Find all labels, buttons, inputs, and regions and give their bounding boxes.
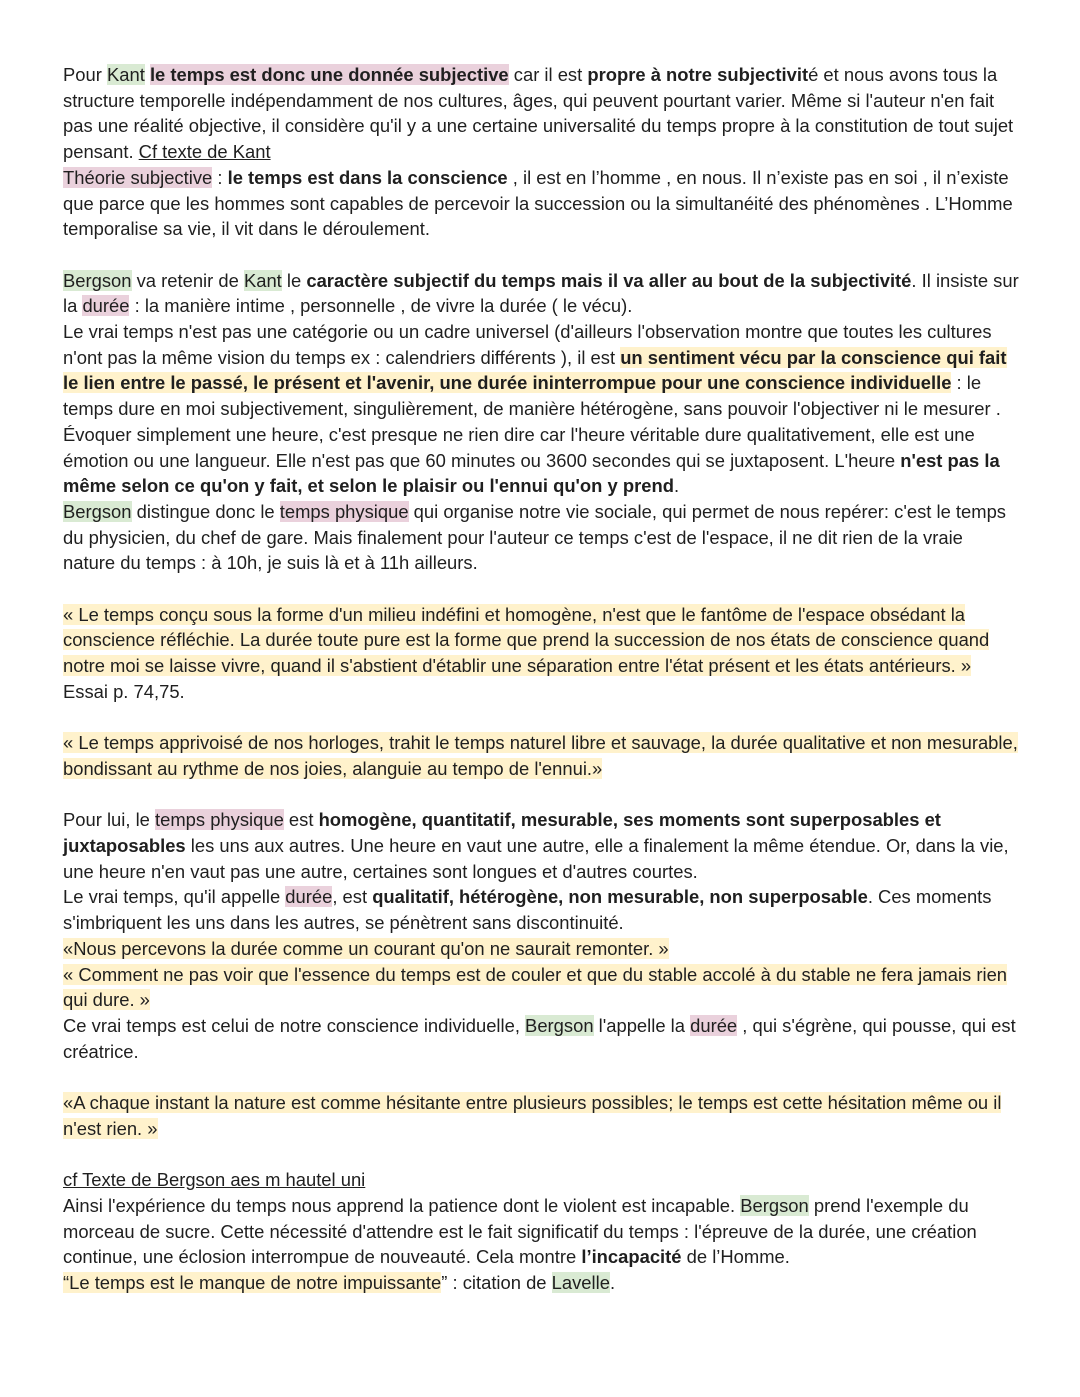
text-run: , il est en l’homme , en nous. Il n’existe pas en soi , il n’existe que parce que les hommes sont capables de percevoir la succession ou la simultanéité des phénomènes . L’Homme temporalise sa vie, il vit dans le déroulement. — [63, 166, 1013, 240]
paragraph — [63, 1090, 1020, 1141]
text-run: Le vrai temps, qu'il appelle — [63, 886, 286, 908]
text-run: . — [673, 475, 680, 497]
paragraph — [63, 962, 1020, 1013]
text-run: Le vrai temps n'est pas une catégorie ou un cadre universel (d'ailleurs l'observation montre que toutes les cultures n'ont pas la même vision du temps ex : calendriers différents ), il est — [63, 321, 992, 368]
paragraph-spacer — [63, 1141, 1020, 1167]
paragraph — [63, 602, 1020, 705]
highlight-quote: « Comment ne pas voir que l'essence du temps est de couler et que du stable accolé à du stable ne fera jamais rien qui dure. » — [63, 963, 1008, 1011]
text-run: caractère subjectif du temps mais il va aller au bout de la subjectivité — [306, 269, 912, 291]
paragraph — [63, 1270, 1020, 1296]
highlight-quote: «Nous percevons la durée comme un courant qu'on ne saurait remonter. » — [63, 937, 669, 959]
highlight-name: Bergson — [63, 500, 132, 522]
highlight-concept: durée — [82, 295, 130, 317]
text-run: distingue donc le — [131, 500, 280, 522]
highlight-quote: «A chaque instant la nature est comme hésitante entre plusieurs possibles; le temps est cette hésitation même ou il n'est rien. » — [63, 1092, 1002, 1139]
text-run: les uns aux autres. Une heure en vaut une autre, elle a finalement la même étendue. Or, dans la vie, une heure n'en vaut pas une autre, certaines sont longues et d'autres courtes. — [63, 835, 1009, 882]
highlight-name: Bergson — [63, 269, 132, 291]
text-run: . Il insiste sur la — [63, 269, 1019, 317]
text-run: é et nous avons tous la structure temporelle indépendamment de nos cultures, âges, qui peuvent pourtant varier. Même si l'auteur n'en fait pas une réalité objective, il considère qu'il y a une certaine universalité du temps propre à la constitution de tout sujet pensant. — [63, 64, 1014, 163]
text-run: le temps est dans la conscience — [227, 166, 508, 188]
paragraph — [63, 268, 1020, 319]
text-run: : — [212, 166, 228, 188]
text-run: Ce vrai temps est celui de notre conscience individuelle, — [63, 1014, 526, 1036]
highlight-quote: « Le temps apprivoisé de nos horloges, trahit le temps naturel libre et sauvage, la durée qualitative et non mesurable, bondissant au rythme de nos joies, alanguie au tempo de l'ennui.» — [63, 732, 1018, 779]
paragraph-spacer — [63, 705, 1020, 731]
highlight-name: Kant — [243, 269, 282, 291]
text-run: . — [609, 1271, 616, 1293]
highlight-name: Kant — [106, 64, 145, 85]
text-run: Pour — [63, 64, 107, 85]
text-run: car il est — [508, 64, 588, 85]
highlight-quote: « Le temps conçu sous la forme d'un milieu indéfini et homogène, n'est que le fantôme de l'espace obsédant la conscience réfléchie. La durée toute pure est la forme que prend la succession de nos états de conscience quand notre moi se laisse vivre, quand il s'abstient d'établir une séparation entre l'état présent et les états antérieurs. » — [63, 603, 990, 677]
highlight-quote: “Le temps est le manque de notre impuissante — [63, 1271, 442, 1293]
text-run: . Ces moments s'imbriquent les uns dans les autres, se pénètrent sans discontinuité. — [63, 886, 992, 934]
highlight-concept: Théorie subjective — [63, 166, 213, 188]
text-run: Essai p. 74,75. — [63, 680, 185, 702]
paragraph-spacer — [63, 242, 1020, 268]
text-run: ” : citation de — [441, 1271, 552, 1293]
paragraph-spacer — [63, 576, 1020, 602]
paragraph — [63, 807, 1020, 884]
highlight-name: Bergson — [525, 1014, 594, 1036]
paragraph — [63, 1193, 1020, 1270]
paragraph — [63, 62, 1020, 165]
paragraph — [63, 730, 1020, 781]
highlight-quote: un sentiment vécu par la conscience qui fait le lien entre le passé, le présent et l'avenir, une durée ininterrompue pour une conscience individuelle — [63, 346, 1007, 394]
highlight-name: Lavelle — [551, 1271, 610, 1293]
highlight-concept: temps physique — [279, 500, 409, 522]
text-run: , qui s'égrène, qui pousse, qui est créatrice. — [63, 1014, 1016, 1062]
reference-link-text: Cf texte de Kant — [138, 141, 271, 163]
text-run: : le temps dure en moi subjectivement, singulièrement, de manière hétérogène, sans pouvoir l'objectiver ni le mesurer . Évoquer simplement une heure, c'est presque ne rien dire car l'heure véritable dure qualitativement, elle est une émotion ou une langueur. Elle n'est pas que 60 minutes ou 3600 secondes qui se juxtaposent. L'heure — [63, 372, 1001, 471]
highlight-concept: durée — [285, 886, 333, 908]
reference-link-text: cf Texte de Bergson aes m hautel uni — [63, 1169, 366, 1191]
text-run: le — [281, 269, 307, 291]
paragraph — [63, 319, 1020, 499]
text-run: homogène, quantitatif, mesurable, ses moments sont superposables et juxtaposables — [63, 809, 941, 857]
text-run: qualitatif, hétérogène, non mesurable, non superposable — [372, 886, 868, 908]
highlight-concept: durée — [690, 1014, 738, 1036]
paragraph — [63, 165, 1020, 242]
paragraph-spacer — [63, 1064, 1020, 1090]
highlight-name: Bergson — [740, 1194, 809, 1216]
text-run: propre à notre subjectivit — [587, 64, 809, 85]
text-run: n'est pas la même selon ce qu'on y fait, et selon le plaisir ou l'ennui qu'on y prend — [63, 449, 1000, 497]
text-run: : la manière intime , personnelle , de vivre la durée ( le vécu). — [129, 295, 633, 317]
text-run: l’incapacité — [581, 1246, 682, 1268]
paragraph — [63, 936, 1020, 962]
text-run: de l’Homme. — [681, 1246, 790, 1268]
text-run: l'appelle la — [593, 1014, 691, 1036]
highlight-concept: temps physique — [155, 809, 284, 831]
text-run: qui organise notre vie sociale, qui permet de nous repérer: c'est le temps du physicien, du chef de gare. Mais finalement pour l'auteur ce temps c'est de l'espace, il ne dit rien de la vraie nature du temps : à 10h, je suis là et à 11h ailleurs. — [63, 500, 1006, 574]
paragraph — [63, 1013, 1020, 1064]
text-run: Ainsi l'expérience du temps nous apprend la patience dont le violent est incapable. — [63, 1194, 741, 1216]
paragraph — [63, 499, 1020, 576]
text-run: Pour lui, le — [63, 809, 155, 831]
text-run: , est — [332, 886, 373, 908]
text-run: va retenir de — [131, 269, 244, 291]
paragraph — [63, 1167, 1020, 1193]
paragraph — [63, 884, 1020, 935]
paragraph-spacer — [63, 782, 1020, 808]
highlight-concept: le temps est donc une donnée subjective — [149, 64, 509, 85]
text-run: prend l'exemple du morceau de sucre. Cette nécessité d'attendre est le fait significatif du temps : l'épreuve de la durée, une création continue, une éclosion interrompue de nouveauté. Cela montre — [63, 1194, 977, 1268]
text-run: est — [283, 809, 319, 831]
